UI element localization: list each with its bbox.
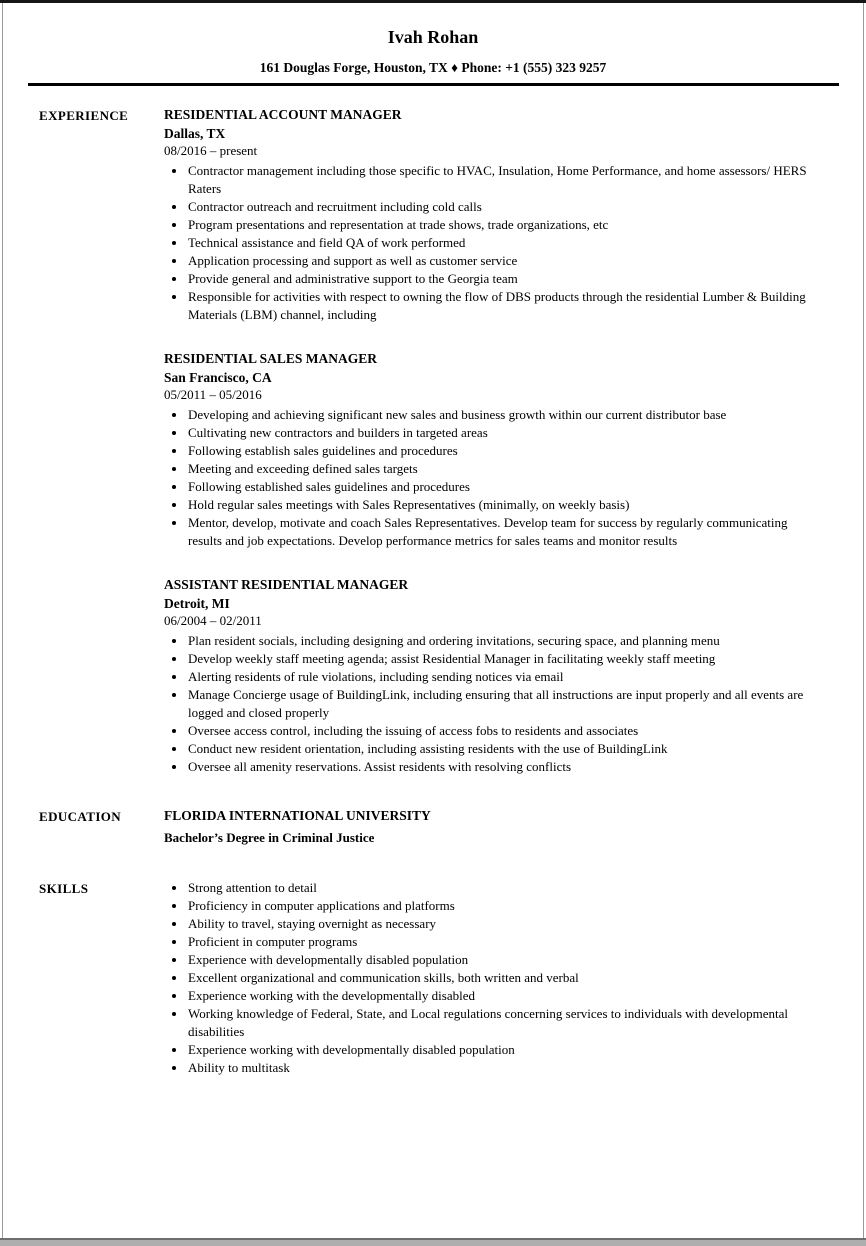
skills-list	[164, 879, 819, 1077]
page-bottom-edge	[0, 1238, 866, 1246]
section-label-experience: EXPERIENCE	[39, 108, 129, 123]
skill-item: • Experience with developmentally disabled population	[187, 951, 819, 969]
bullet-item: • Following established sales guidelines and procedures	[187, 478, 819, 496]
section-label-education: EDUCATION	[39, 809, 122, 824]
skill-item: • Proficient in computer programs	[187, 933, 819, 951]
section-label-skills: SKILLS	[39, 881, 89, 896]
resume-body	[3, 86, 863, 1077]
bullet-item: • Program presentations and representation at trade shows, trade organizations, etc	[187, 216, 819, 234]
bullet-item: • Following establish sales guidelines and procedures	[187, 442, 819, 460]
job-residential-sales-manager	[164, 350, 819, 550]
education-degree: Bachelor’s Degree in Criminal Justice	[164, 830, 375, 845]
education-school: FLORIDA INTERNATIONAL UNIVERSITY	[164, 808, 431, 823]
education-section	[39, 807, 819, 846]
bullet-item: • Manage Concierge usage of BuildingLink, including ensuring that all instructions are input properly and all events are logged and closed properly	[187, 686, 819, 722]
bullet-item: • Provide general and administrative support to the Georgia team	[187, 270, 819, 288]
job-title: RESIDENTIAL SALES MANAGER	[164, 351, 378, 366]
skills-content	[164, 879, 819, 1077]
job-dates: 08/2016 – present	[164, 143, 258, 158]
skill-item: • Ability to multitask	[187, 1059, 819, 1077]
skill-item: • Ability to travel, staying overnight as necessary	[187, 915, 819, 933]
skill-item: • Excellent organizational and communication skills, both written and verbal	[187, 969, 819, 987]
job-title: ASSISTANT RESIDENTIAL MANAGER	[164, 577, 409, 592]
job-dates: 06/2004 – 02/2011	[164, 613, 262, 628]
bullet-item: • Conduct new resident orientation, including assisting residents with the use of BuildingLink	[187, 740, 819, 758]
resume-name: Ivah Rohan	[387, 27, 479, 47]
bullet-item: • Technical assistance and field QA of work performed	[187, 234, 819, 252]
bullet-item: • Plan resident socials, including designing and ordering invitations, securing space, and planning menu	[187, 632, 819, 650]
bullet-item: • Alerting residents of rule violations, including sending notices via email	[187, 668, 819, 686]
job-location: Dallas, TX	[164, 126, 226, 141]
bullet-item: • Meeting and exceeding defined sales targets	[187, 460, 819, 478]
job-assistant-residential-manager	[164, 576, 819, 776]
skill-item: • Proficiency in computer applications and platforms	[187, 897, 819, 915]
job-bullet-list	[164, 162, 819, 324]
bullet-item: • Contractor management including those specific to HVAC, Insulation, Home Performance, and home assessors/ HERS Raters	[187, 162, 819, 198]
skill-item: • Experience working with developmentally disabled population	[187, 1041, 819, 1059]
resume-page	[2, 3, 864, 1238]
bullet-item: • Oversee all amenity reservations. Assist residents with resolving conflicts	[187, 758, 819, 776]
experience-section	[39, 106, 819, 776]
bullet-item: • Oversee access control, including the issuing of access fobs to residents and associates	[187, 722, 819, 740]
resume-contact-line: 161 Douglas Forge, Houston, TX ♦ Phone: +1 (555) 323 9257	[259, 60, 607, 75]
skill-item: • Working knowledge of Federal, State, and Local regulations concerning services to individuals with developmental disabilities	[187, 1005, 819, 1041]
bullet-item: • Contractor outreach and recruitment including cold calls	[187, 198, 819, 216]
job-residential-account-manager	[164, 106, 819, 324]
bullet-item: • Developing and achieving significant new sales and business growth within our current distributor base	[187, 406, 819, 424]
job-dates: 05/2011 – 05/2016	[164, 387, 262, 402]
bullet-item: • Responsible for activities with respect to owning the flow of DBS products through the residential Lumber & Building Materials (LBM) channel, including	[187, 288, 819, 324]
skills-section	[39, 879, 819, 1077]
education-content	[164, 807, 819, 846]
job-bullet-list	[164, 632, 819, 776]
bullet-item: • Mentor, develop, motivate and coach Sales Representatives. Develop team for success by regularly communicating results and job expectations. Develop performance metrics for sales teams and monitor results	[187, 514, 819, 550]
job-location: Detroit, MI	[164, 596, 230, 611]
skill-item: • Experience working with the developmentally disabled	[187, 987, 819, 1005]
bullet-item: • Application processing and support as well as customer service	[187, 252, 819, 270]
job-location: San Francisco, CA	[164, 370, 272, 385]
bullet-item: • Develop weekly staff meeting agenda; assist Residential Manager in facilitating weekly staff meeting	[187, 650, 819, 668]
job-title: RESIDENTIAL ACCOUNT MANAGER	[164, 107, 402, 122]
experience-jobs	[164, 106, 819, 776]
job-bullet-list	[164, 406, 819, 550]
bullet-item: • Hold regular sales meetings with Sales Representatives (minimally, on weekly basis)	[187, 496, 819, 514]
skill-item: • Strong attention to detail	[187, 879, 819, 897]
bullet-item: • Cultivating new contractors and builders in targeted areas	[187, 424, 819, 442]
